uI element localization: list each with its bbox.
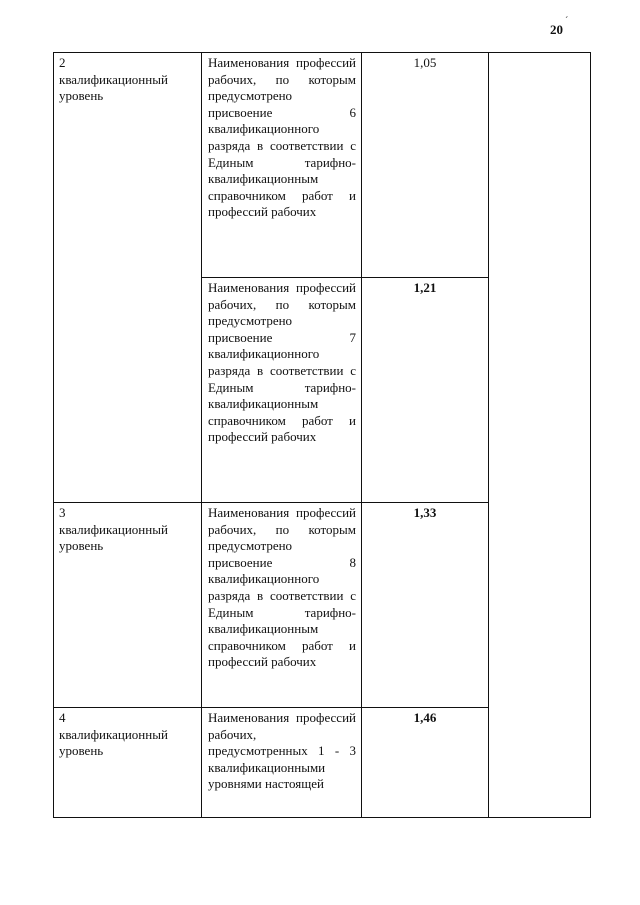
page-number-value: 20: [550, 22, 563, 37]
level-number: 2: [59, 55, 66, 70]
description-cell: Наименования профессий рабочих, предусмотренных 1 - 3 квалификационными уровнями настоящей: [202, 708, 362, 818]
level-word: квалификационный: [59, 521, 168, 537]
level-cell: [54, 503, 202, 708]
coefficient-cell: 1,46: [362, 708, 489, 818]
description-cell: Наименования профессий рабочих, по которым предусмотрено присвоение 8 квалификационного разряда в соответствии с Единым тарифно-квалификационным справочником работ и профессий рабочих: [202, 503, 362, 708]
note-cell: [489, 53, 591, 818]
page-number: [550, 16, 569, 38]
coefficient-cell: 1,33: [362, 503, 489, 708]
table-row: [54, 53, 591, 278]
level-suffix: уровень: [59, 538, 104, 554]
coefficient-cell: 1,21: [362, 278, 489, 503]
level-suffix: уровень: [59, 743, 104, 759]
level-number: 4: [59, 710, 66, 725]
level-cell: [54, 53, 202, 503]
level-suffix: уровень: [59, 88, 104, 104]
page-number-mark: ´: [565, 16, 569, 27]
qualification-table: [53, 52, 591, 818]
level-word: квалификационный: [59, 71, 168, 87]
level-cell: [54, 708, 202, 818]
description-cell: Наименования профессий рабочих, по которым предусмотрено присвоение 6 квалификационного разряда в соответствии с Единым тарифно-квалификационным справочником работ и профессий рабочих: [202, 53, 362, 278]
level-number: 3: [59, 505, 66, 520]
level-word: квалификационный: [59, 726, 168, 742]
coefficient-cell: 1,05: [362, 53, 489, 278]
description-cell: Наименования профессий рабочих, по которым предусмотрено присвоение 7 квалификационного разряда в соответствии с Единым тарифно-квалификационным справочником работ и профессий рабочих: [202, 278, 362, 503]
